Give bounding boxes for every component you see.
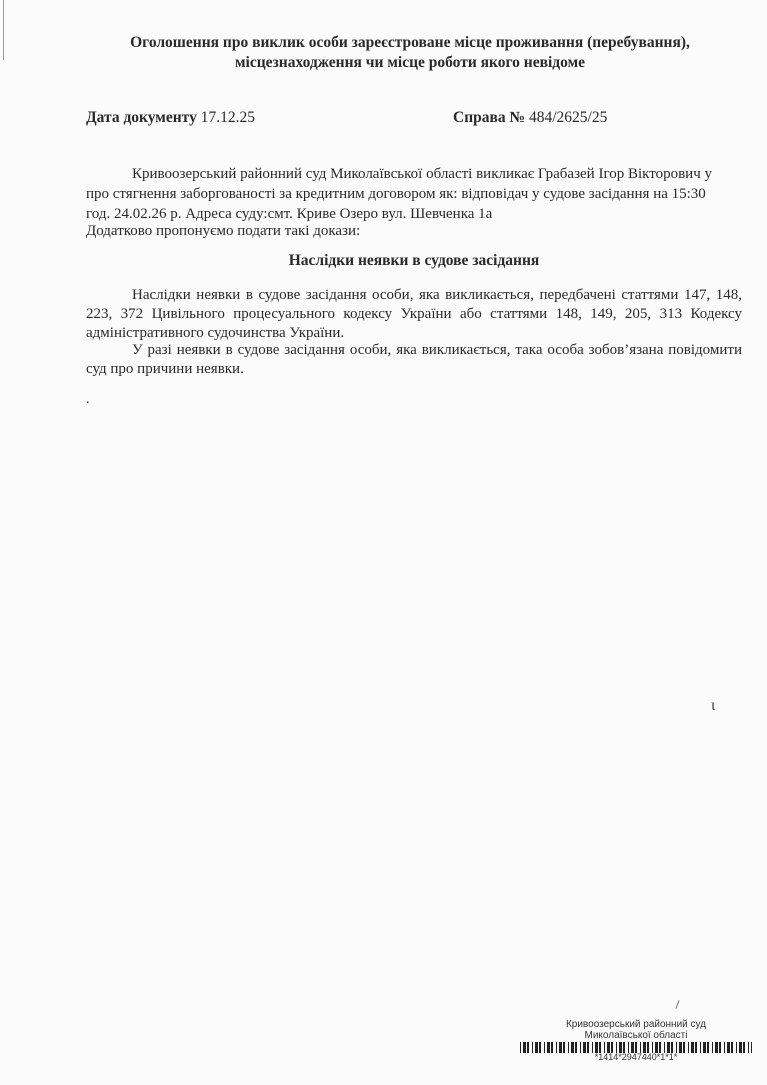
section-heading: Наслідки неявки в судове засідання bbox=[288, 252, 540, 269]
title-line-2: місцезнаходження чи місце роботи якого невідоме bbox=[234, 54, 586, 71]
notification-paragraph: У разі неявки в судове засідання особи, яка викликається, така особа зобов’язана повідомити суд про причини неявки. bbox=[86, 342, 742, 377]
summons-line-3: год. 24.02.26 р. Адреса суду:смт. Криве Озеро вул. Шевченка 1а bbox=[86, 206, 493, 222]
case-value: 484/2625/25 bbox=[528, 109, 608, 126]
stray-dot: . bbox=[86, 392, 90, 407]
date-label: Дата документу bbox=[86, 109, 197, 126]
court-stamp bbox=[520, 1019, 752, 1041]
evidence-line: Додатково пропонуємо подати такі докази: bbox=[86, 223, 361, 239]
date-value: 17.12.25 bbox=[200, 109, 255, 126]
stray-mark: ι bbox=[711, 697, 716, 714]
stray-tick bbox=[675, 1000, 679, 1009]
document-title bbox=[80, 33, 740, 73]
summons-line-2: про стягнення заборгованості за кредитним договором як: відповідач у судове засідання на 15:30 bbox=[86, 186, 706, 202]
stamp-line-1: Кривоозерський районний суд bbox=[565, 1019, 707, 1030]
title-line-1: Оголошення про виклик особи зареєстроване місце проживання (перебування), bbox=[130, 34, 690, 51]
consequences-paragraph: Наслідки неявки в судове засідання особи, яка викликається, передбачені статтями 147, 148, 223, 372 Цивільного процесуального кодексу України або статтями 148, 149, 205, 313 Кодексу адміністративного судочинства України. bbox=[86, 287, 742, 341]
summons-paragraph bbox=[86, 164, 742, 224]
page-edge bbox=[3, 0, 4, 60]
document-date bbox=[86, 108, 255, 128]
summons-line-1: Кривоозерський районний суд Миколаївської області викликає Грабазей Ігор Вікторович у bbox=[132, 166, 712, 182]
case-label: Справа № bbox=[453, 109, 526, 126]
stamp-line-2: Миколаївської області bbox=[584, 1030, 688, 1041]
case-number bbox=[453, 108, 607, 128]
barcode-text: *1414*2947440*1*1* bbox=[594, 1052, 678, 1062]
